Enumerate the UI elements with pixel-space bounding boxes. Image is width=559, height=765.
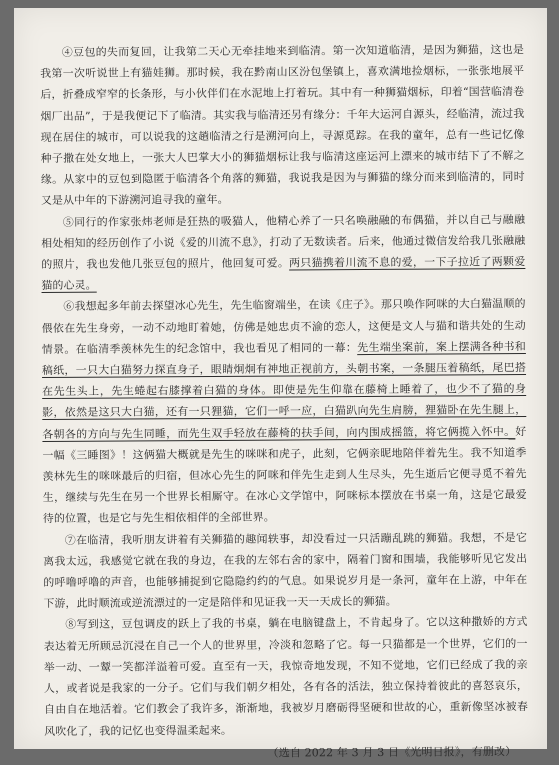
paragraph-text: ⑦在临清，我听朋友讲着有关狮猫的趣闻轶事，却没看过一只活蹦乱跳的狮猫。我想，不是它离我太远，我感觉它就在我的身边，在我的左邻右舍的家中，隔着门窗和围墙，我能够听见它发出的呼噜呼噜的声音，也能够捕捉到它隐隐约约的气息。如果说岁月是一条河，童年在上游，中年在下游，此时顺流或逆流漂过的一定是陪伴和见证我一天一天成长的狮猫。 [43,530,528,611]
document-page [14,8,547,760]
paragraph-text: ⑤同行的作家张炜老师是狂热的吸猫人，他精心养了一只名唤融融的布偶猫，并以自己与融融相处相知的经历创作了小说《爱的川流不息》，打动了无数读者。后来，他通过微信发给我几张融融的照片，我也发他几张豆包的照片，他回复可爱。 [41,212,526,272]
paragraph-5 [41,209,526,297]
source-citation: （选自 2022 年 3 月 3 日《光明日报》，有删改） [267,744,517,760]
underlined-passage: 先生端坐案前，案上摆满各种书和稿纸，一只大白猫努力探直身子，眼睛炯炯有神地正视前方，头朝书案，一条腿压着稿纸，尾巴搭在先生头上，先生蜷起右膝撑着白猫的身体。即使是先生仰靠在藤椅上睡着了，也少不了猫的身影，依然是这只大白猫，还有一只狸猫，它们一呼一应，白猫趴向先生肩膀，狸猫卧在先生腿上，各朝各的方向与先生同睡，而先生双手轻放在藤椅的扶手间，向内围成摇篮，将它俩揽入怀中。 [41,339,527,441]
paragraph-7 [43,527,528,615]
article-body [40,39,528,765]
underlined-sentence: 两只猫携着川流不息的爱，一下子拉近了两颗爱猫的心灵。 [41,255,526,293]
paragraph-4 [40,39,525,212]
paragraph-6 [42,293,527,529]
paragraph-text: ⑧写到这，豆包调皮的跃上了我的书桌，躺在电脑键盘上，不肯起身了。它以这种撒娇的方式表达着无所顾忌沉浸在自己一个人的世界里，冷淡和忽略了它。每一只猫都是一个世界，它们的一举一动、一颦一笑都洋溢着可爱。直至有一天，我惊奇地发现，不知不觉地，它们已经成了我的亲人，或者说是我家的一分子。它们与我们朝夕相处，各有各的活法，独立保持着彼此的喜怒哀乐，自由自在地活着。它们教会了我许多，渐渐地，我被岁月磨砺得坚硬和世故的心，重新像坚冰被春风吹化了，我的记忆也变得温柔起来。 [43,615,529,738]
paragraph-text: ④豆包的失而复回，让我第二天心无牵挂地来到临清。第一次知道临清，是因为狮猫，这也是我第一次听说世上有猫娃狮。那时候，我在黔南山区汾包堡镇上，喜欢满地捡烟标，一张张地展平后，折叠成窄窄的长条形，与小伙伴们在水泥地上打着玩。其中有一种狮猫烟标，印着“国营临清卷烟厂出品”，于是我便记下了临清。其实我与临清还另有缘分：千年大运河自源头，经临清，流过我现在居住的城市，可以说我的这趟临清之行是溯河向上，寻源觅踪。在我的童年，总有一些记忆像种子撒在处女地上，一张大人巴掌大小的狮猫烟标让我与临清这座运河上漂来的城市结下了不解之缘。从家中的豆包到隐匿于临清各个角落的狮猫，我说我是因为与狮猫的缘分而来到临清的，同时又是从中年的下游溯河追寻我的童年。 [40,43,525,208]
paragraph-8 [43,612,528,742]
paragraph-text: 好一幅《三睡图》！这俩猫大概就是先生的咪咪和虎子，此刻，它俩亲昵地陪伴着先生。我不知道季羡林先生的咪咪最后的归宿，但冰心先生的阿咪和伴先生走到人生尽头，先生逝后它便寻觅不着先生，继续与先生在另一个世界长相厮守。在冰心文学馆中，阿咪标本摆放在书桌一角，这是它最爱待的位置，也是它与先生相依相伴的全部世界。 [42,424,527,526]
paragraph-text: ⑥我想起多年前去探望冰心先生，先生临窗端坐，在读《庄子》。那只唤作阿咪的大白猫温顺的偎依在先生身旁，一动不动地盯着她，仿佛是她忠贞不渝的恋人，这便是文人与猫和谐共处的生动情景。在临清季羡林先生的纪念馆中，我也看见了相同的一幕： [41,297,526,356]
